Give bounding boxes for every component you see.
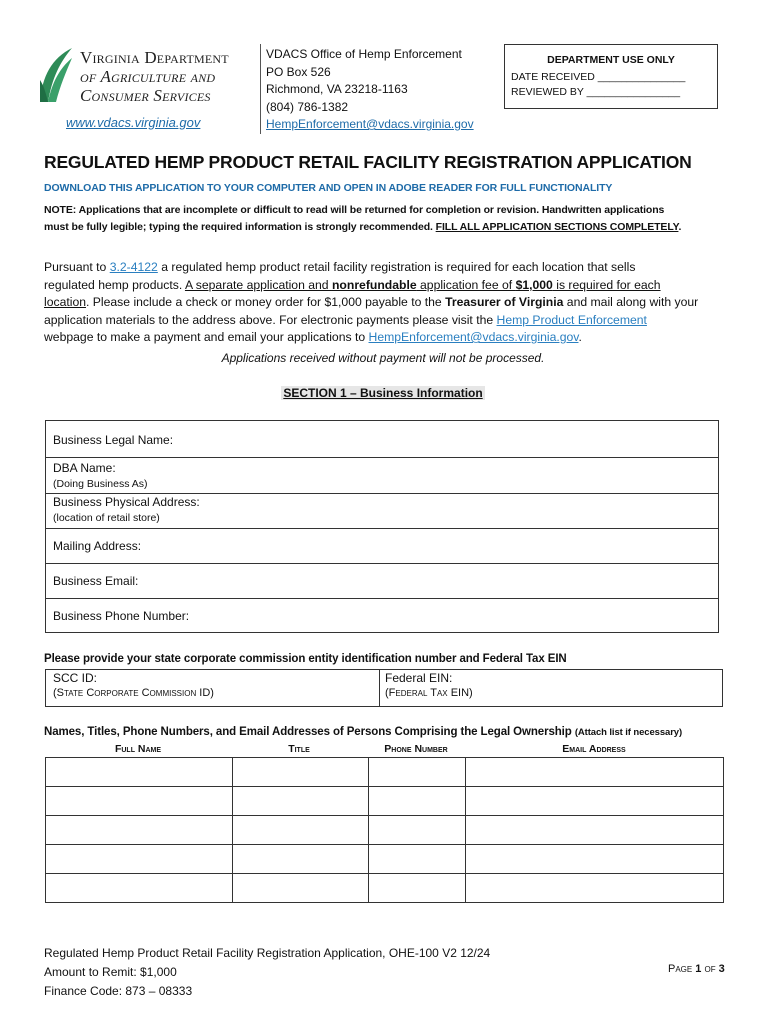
legal-name-label: Business Legal Name: — [53, 433, 174, 447]
office-phone: (804) 786-1382 — [266, 99, 349, 114]
ownership-table — [45, 757, 724, 903]
owner-email-address-cell[interactable] — [466, 787, 724, 816]
code-section-link[interactable]: 3.2-4122 — [109, 260, 158, 274]
owner-full-name-cell[interactable] — [46, 845, 233, 874]
intro-text: . — [578, 330, 582, 344]
table-row — [46, 816, 724, 845]
owner-title-cell[interactable] — [232, 874, 368, 903]
mailing-address-label: Mailing Address: — [53, 539, 142, 553]
intro-paragraph — [44, 259, 734, 347]
dba-label: DBA Name: — [53, 461, 116, 475]
column-email-address: Email Address — [562, 743, 626, 755]
business-phone-row[interactable] — [46, 598, 718, 633]
separate-application-notice: A separate application and nonrefundable application fee of $1,000 is required for each — [184, 277, 661, 292]
intro-text: . Please include a check or money order for $1,000 payable to the — [86, 295, 446, 309]
legal-name-row[interactable] — [46, 421, 718, 457]
scc-ein-table — [45, 669, 723, 707]
owner-title-cell[interactable] — [232, 816, 368, 845]
dba-row[interactable] — [46, 457, 718, 493]
logo-line-3: Consumer Services — [80, 86, 211, 105]
ownership-question-text: Names, Titles, Phone Numbers, and Email Addresses of Persons Comprising the Legal Ownership — [44, 726, 572, 738]
note-line-2: must be fully legible; typing the required information is strongly recommended. — [44, 221, 433, 233]
physical-address-label: Business Physical Address: — [53, 495, 200, 509]
owner-email-address-cell[interactable] — [466, 874, 724, 903]
table-row — [46, 874, 724, 903]
page-number: 1 — [695, 963, 702, 975]
fill-all-sections-emphasis: FILL ALL APPLICATION SECTIONS COMPLETELY — [435, 221, 679, 233]
table-row — [46, 787, 724, 816]
intro-text: application materials to the address above. For electronic payments please visit the — [44, 312, 497, 327]
reviewed-by-field: REVIEWED BY ________________ — [511, 86, 681, 98]
office-email-link[interactable]: HempEnforcement@vdacs.virginia.gov — [266, 117, 474, 131]
physical-address-row[interactable] — [46, 493, 718, 528]
department-use-title: DEPARTMENT USE ONLY — [547, 54, 675, 66]
leaf-logo-icon — [38, 46, 74, 104]
owner-phone-number-cell[interactable] — [368, 758, 466, 787]
federal-ein-label: Federal EIN: — [385, 671, 453, 685]
hemp-enforcement-link[interactable]: Hemp Product Enforcement — [496, 312, 647, 327]
page-indicator — [668, 963, 725, 975]
scc-ein-question: Please provide your state corporate commission entity identification number and Federal Tax EIN — [44, 653, 567, 665]
attach-list-note: (Attach list if necessary) — [574, 727, 683, 738]
business-info-form — [45, 420, 719, 633]
ownership-column-headers — [45, 743, 723, 757]
owner-email-address-cell[interactable] — [466, 816, 724, 845]
intro-text: webpage to make a payment and email your applications to — [44, 330, 369, 344]
dba-sublabel: (Doing Business As) — [53, 478, 148, 490]
owner-title-cell[interactable] — [232, 787, 368, 816]
owner-email-address-cell[interactable] — [466, 758, 724, 787]
agency-logo — [38, 46, 253, 106]
federal-ein-cell[interactable] — [380, 670, 722, 706]
owner-full-name-cell[interactable] — [46, 816, 233, 845]
of-word: of — [704, 963, 716, 975]
business-email-label: Business Email: — [53, 574, 139, 588]
column-phone-number: Phone Number — [384, 743, 448, 755]
section-1-heading — [44, 386, 722, 400]
download-instruction: DOWNLOAD THIS APPLICATION TO YOUR COMPUTER AND OPEN IN ADOBE READER FOR FULL FUNCTIONALITY — [44, 182, 613, 194]
section-1-heading-text: SECTION 1 – Business Information — [283, 386, 483, 400]
table-row — [46, 845, 724, 874]
mailing-address-row[interactable] — [46, 528, 718, 563]
owner-full-name-cell[interactable] — [46, 787, 233, 816]
page-title: REGULATED HEMP PRODUCT RETAIL FACILITY REGISTRATION APPLICATION — [44, 152, 692, 172]
office-city: Richmond, VA 23218-1163 — [266, 82, 408, 96]
column-full-name: Full Name — [114, 743, 162, 755]
office-address — [266, 46, 474, 134]
federal-ein-sublabel: (Federal Tax EIN) — [385, 687, 473, 699]
application-note — [44, 202, 724, 236]
column-title: Title — [288, 743, 310, 755]
note-period: . — [678, 221, 682, 233]
owner-title-cell[interactable] — [232, 758, 368, 787]
owner-full-name-cell[interactable] — [46, 874, 233, 903]
intro-text: a regulated hemp product retail facility registration is required for each location that sells — [157, 260, 636, 274]
intro-text: and mail along with your — [563, 295, 699, 309]
page-word: Page — [668, 963, 693, 975]
logo-line-2: of Agriculture and — [80, 67, 216, 86]
owner-full-name-cell[interactable] — [46, 758, 233, 787]
owner-email-address-cell[interactable] — [466, 845, 724, 874]
header-divider — [260, 44, 261, 134]
owner-phone-number-cell[interactable] — [368, 816, 466, 845]
date-received-field: DATE RECEIVED _______________ — [511, 71, 686, 83]
department-use-box — [504, 44, 718, 109]
business-phone-label: Business Phone Number: — [53, 609, 190, 623]
physical-address-sublabel: (location of retail store) — [53, 512, 160, 524]
note-line-1: NOTE: Applications that are incomplete or difficult to read will be returned for completion or revision. Handwritten applications — [44, 204, 665, 216]
scc-id-sublabel: (State Corporate Commission ID) — [53, 687, 214, 699]
ownership-question — [44, 726, 682, 738]
scc-id-cell[interactable] — [46, 670, 380, 706]
form-id: Regulated Hemp Product Retail Facility Registration Application, OHE-100 V2 12/24 — [44, 946, 491, 960]
table-row — [46, 758, 724, 787]
application-email-link[interactable]: HempEnforcement@vdacs.virginia.gov — [368, 330, 579, 344]
scc-id-label: SCC ID: — [53, 671, 98, 685]
payment-note: Applications received without payment will not be processed. — [221, 351, 545, 365]
amount-to-remit: Amount to Remit: $1,000 — [44, 965, 177, 979]
footer — [44, 944, 490, 1001]
logo-line-1: Virginia Department — [80, 48, 229, 67]
owner-phone-number-cell[interactable] — [368, 787, 466, 816]
owner-phone-number-cell[interactable] — [368, 874, 466, 903]
owner-phone-number-cell[interactable] — [368, 845, 466, 874]
office-name: VDACS Office of Hemp Enforcement — [266, 47, 462, 61]
finance-code: Finance Code: 873 – 08333 — [44, 984, 193, 998]
agency-website-link[interactable]: www.vdacs.virginia.gov — [66, 115, 201, 130]
page-total: 3 — [718, 963, 725, 975]
owner-title-cell[interactable] — [232, 845, 368, 874]
business-email-row[interactable] — [46, 563, 718, 598]
treasurer-of-virginia: Treasurer of Virginia — [445, 295, 564, 309]
intro-text: regulated hemp products. — [44, 277, 185, 292]
location-emphasis: location — [44, 295, 87, 309]
office-po-box: PO Box 526 — [266, 64, 331, 79]
intro-text: Pursuant to — [44, 260, 110, 274]
